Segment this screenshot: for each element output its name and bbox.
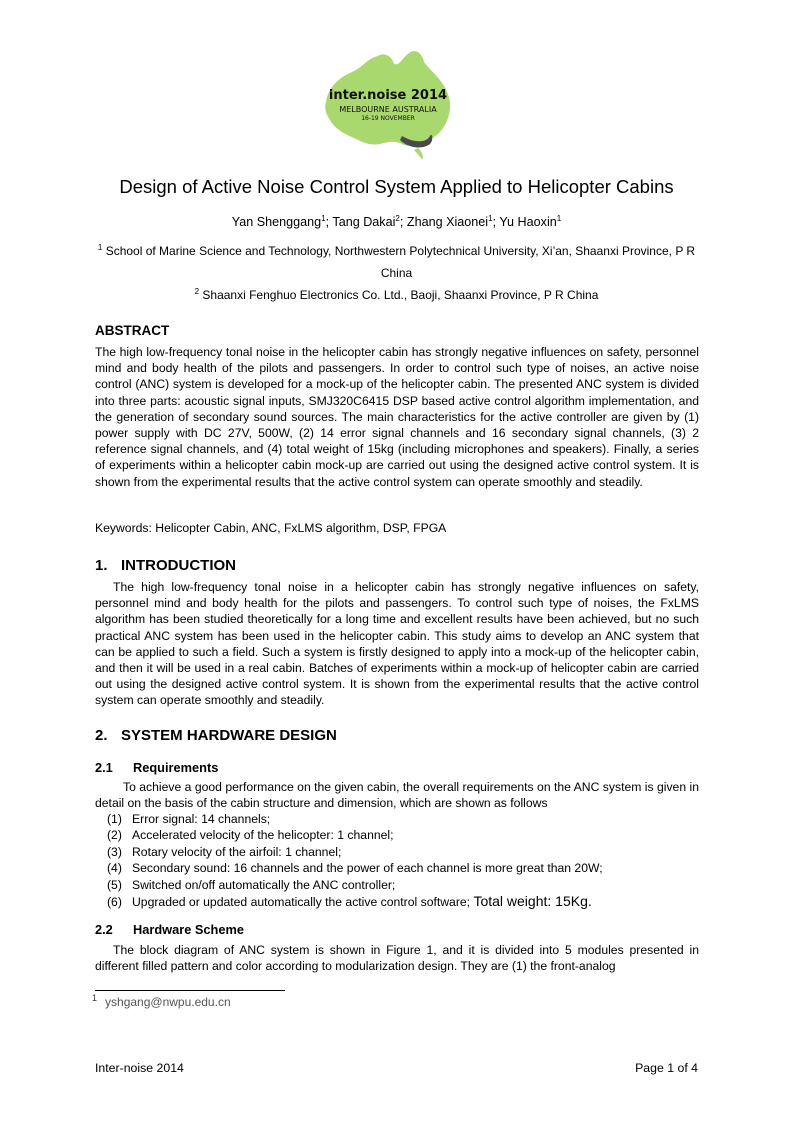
subsection-title: Requirements xyxy=(133,760,219,775)
section-title: INTRODUCTION xyxy=(121,557,236,574)
logo-location: MELBOURNE AUSTRALIA xyxy=(339,105,437,114)
abstract-text: The high low-frequency tonal noise in the helicopter cabin has strongly negative influences on safety, personnel mind and body health of the pilots and passengers. In order to control such type of noises, an active noise control (ANC) system is developed for a mock-up of the helicopter cabin. The presented ANC system is divided into three parts: acoustic signal inputs, SMJ320C6415 DSP based active control algorithm implementation, and the generation of secondary sound sources. The main characteristics for the active controller are given by (1) power supply with DC 27V, 500W, (2) 14 error signal channels and 16 secondary signal channels, (3) 2 reference signal channels, and (4) total weight of 15kg (including microphones and speakers). Finally, a series of experiments within a helicopter cabin mock-up are carried out using the designed active control system. It is shown from the experimental results that the active control system can operate smoothly and steadily. xyxy=(95,345,699,489)
footnote xyxy=(92,995,231,1009)
list-item-text: Rotary velocity of the airfoil: 1 channel; xyxy=(132,844,342,859)
list-item-number: (5) xyxy=(107,877,122,892)
section-number: 2. xyxy=(95,727,108,744)
affiliation-mark: 1 xyxy=(97,243,103,252)
affiliation-mark: 2 xyxy=(194,287,200,296)
abstract-heading: ABSTRACT xyxy=(95,323,170,338)
list-item-number: (4) xyxy=(107,861,122,876)
introduction-text: The high low-frequency tonal noise in a helicopter cabin has strongly negative influences on safety, personnel mind and body health for the pilots and passengers. To control such type of noises, the FxLMS algorithm has been studied theoretically for a long time and excellent results have been achieved, but no such practical ANC system has been used in the helicopter cabin. This study aims to develop an ANC system that can be applied to such a field. Such a system is firstly designed to apply into a mock-up of the helicopter cabin, and then it will be used in a real cabin. Batches of experiments within a mock-up of helicopter cabin are carried out using the designed active control system. It is shown from the experimental results that the active control system can operate smoothly and steadily. xyxy=(95,580,699,708)
author-affiliation-mark: 2 xyxy=(395,213,400,223)
subsection-number: 2.2 xyxy=(95,922,113,937)
list-item xyxy=(107,860,707,876)
logo-title: inter.noise 2014 xyxy=(328,88,448,103)
conference-logo xyxy=(318,44,458,162)
subsection-title: Hardware Scheme xyxy=(133,922,244,937)
list-item-number: (2) xyxy=(107,828,122,843)
affiliation-text: Shaanxi Fenghuo Electronics Co. Ltd., Baoji, Shaanxi Province, P R China xyxy=(202,288,599,302)
keywords: Keywords: Helicopter Cabin, ANC, FxLMS algorithm, DSP, FPGA xyxy=(95,521,447,535)
subsection-number: 2.1 xyxy=(95,760,113,775)
author-affiliation-mark: 1 xyxy=(488,213,493,223)
footer-page-number: Page 1 of 4 xyxy=(635,1061,698,1075)
list-item-text: Switched on/off automatically the ANC controller; xyxy=(132,877,396,892)
author-name: Tang Dakai xyxy=(332,215,396,229)
list-item-tail: Total weight: 15Kg. xyxy=(473,893,592,910)
author-name: Yan Shenggang xyxy=(231,215,322,229)
list-item xyxy=(107,811,707,827)
requirements-list xyxy=(107,811,707,910)
list-item xyxy=(107,877,707,893)
section-title: SYSTEM HARDWARE DESIGN xyxy=(121,727,337,744)
affiliation-1 xyxy=(90,240,703,284)
affiliation-2 xyxy=(0,288,793,302)
list-item-number: (1) xyxy=(107,812,122,826)
subsection-heading-requirements xyxy=(95,760,218,775)
footer-conference: Inter-noise 2014 xyxy=(95,1061,184,1075)
list-item xyxy=(107,844,707,860)
affiliation-text: School of Marine Science and Technology, Northwestern Polytechnical University, Xi’an, Shaanxi Province, P R China xyxy=(105,244,696,280)
section-number: 1. xyxy=(95,557,108,574)
author-name: Zhang Xiaonei xyxy=(406,215,489,229)
australia-map-icon xyxy=(318,44,458,162)
list-item-text: Error signal: 14 channels; xyxy=(132,812,271,826)
author-affiliation-mark: 1 xyxy=(556,213,562,223)
hardware-scheme-text: The block diagram of ANC system is shown in Figure 1, and it is divided into 5 modules presented in different filled pattern and color according to modularization design. They are (1) the front-analog xyxy=(95,943,699,974)
author-name: Yu Haoxin xyxy=(499,215,557,229)
requirements-text: To achieve a good performance on the given cabin, the overall requirements on the ANC system is given in detail on the basis of the cabin structure and dimension, which are shown as follows xyxy=(95,780,699,811)
author-affiliation-mark: 1 xyxy=(321,213,326,223)
list-item xyxy=(107,893,707,910)
list-item-number: (6) xyxy=(107,895,122,910)
section-heading-hardware xyxy=(95,727,337,744)
paper-title: Design of Active Noise Control System Applied to Helicopter Cabins xyxy=(119,176,674,197)
logo-dates: 16-19 NOVEMBER xyxy=(361,115,415,122)
footnote-mark: 1 xyxy=(92,993,98,1003)
list-item-text: Upgraded or updated automatically the active control software; xyxy=(132,895,471,910)
section-heading-introduction xyxy=(95,557,236,574)
list-item-text: Secondary sound: 16 channels and the power of each channel is more great than 20W; xyxy=(132,861,603,876)
footnote-email: yshgang@nwpu.edu.cn xyxy=(105,995,231,1009)
author-list: Yan Shenggang$^1$; Tang Dakai$^2$; Zhang Xiaonei$^1$; Yu Haoxin$^1$ xyxy=(231,213,562,229)
list-item-text: Accelerated velocity of the helicopter: 1 channel; xyxy=(132,828,394,843)
list-item-number: (3) xyxy=(107,844,122,859)
footnote-rule xyxy=(95,990,285,991)
subsection-heading-hardware-scheme xyxy=(95,922,244,937)
list-item xyxy=(107,827,707,843)
